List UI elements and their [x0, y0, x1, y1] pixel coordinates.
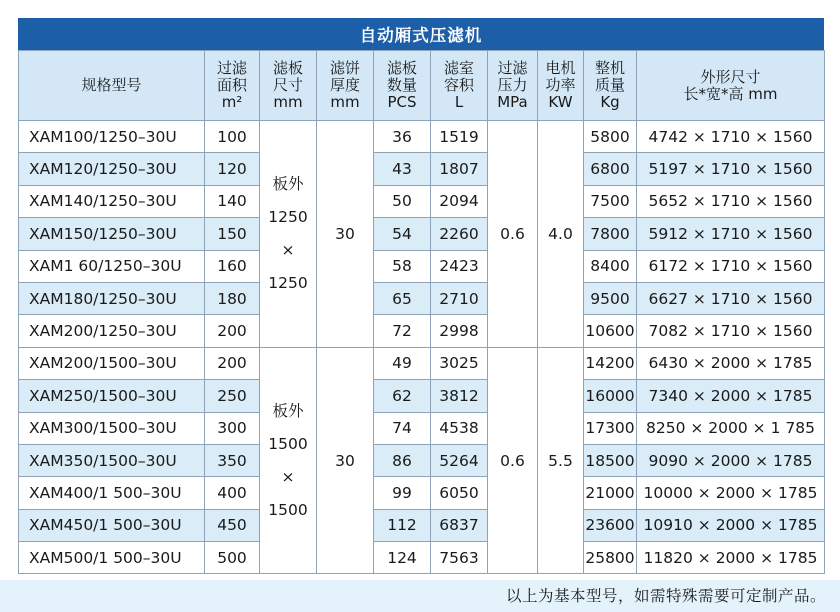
model-cell: XAM250/1500–30U	[19, 380, 205, 412]
header-motor-power: 电机 功率 KW	[538, 51, 584, 121]
area-cell: 450	[205, 509, 260, 541]
weight-cell: 17300	[584, 412, 637, 444]
model-cell: XAM300/1500–30U	[19, 412, 205, 444]
plate-count-cell: 58	[374, 250, 431, 282]
model-cell: XAM120/1250–30U	[19, 153, 205, 185]
model-cell: XAM1 60/1250–30U	[19, 250, 205, 282]
chamber-volume-cell: 1807	[431, 153, 488, 185]
plate-count-cell: 65	[374, 282, 431, 314]
header-pressure: 过滤 压力 MPa	[488, 51, 538, 121]
area-cell: 150	[205, 218, 260, 250]
weight-cell: 5800	[584, 121, 637, 153]
dimensions-cell: 6172 × 1710 × 1560	[637, 250, 825, 282]
chamber-volume-cell: 2998	[431, 315, 488, 347]
area-cell: 160	[205, 250, 260, 282]
area-cell: 250	[205, 380, 260, 412]
header-dimensions: 外形尺寸 长*宽*高 mm	[637, 51, 825, 121]
plate-count-cell: 112	[374, 509, 431, 541]
area-cell: 300	[205, 412, 260, 444]
dimensions-cell: 10000 × 2000 × 1785	[637, 477, 825, 509]
motor-power-cell: 4.0	[538, 121, 584, 348]
plate-count-cell: 43	[374, 153, 431, 185]
model-cell: XAM140/1250–30U	[19, 185, 205, 217]
area-cell: 400	[205, 477, 260, 509]
chamber-volume-cell: 7563	[431, 542, 488, 574]
weight-cell: 7500	[584, 185, 637, 217]
chamber-volume-cell: 3812	[431, 380, 488, 412]
dimensions-cell: 9090 × 2000 × 1785	[637, 444, 825, 476]
plate-count-cell: 54	[374, 218, 431, 250]
weight-cell: 14200	[584, 347, 637, 379]
area-cell: 100	[205, 121, 260, 153]
weight-cell: 7800	[584, 218, 637, 250]
chamber-volume-cell: 6837	[431, 509, 488, 541]
dimensions-cell: 5197 × 1710 × 1560	[637, 153, 825, 185]
chamber-volume-cell: 3025	[431, 347, 488, 379]
table-row	[19, 477, 825, 509]
chamber-volume-cell: 5264	[431, 444, 488, 476]
chamber-volume-cell: 6050	[431, 477, 488, 509]
plate-count-cell: 49	[374, 347, 431, 379]
area-cell: 200	[205, 315, 260, 347]
chamber-volume-cell: 2260	[431, 218, 488, 250]
plate-count-cell: 124	[374, 542, 431, 574]
table-row	[19, 121, 825, 153]
table-row	[19, 315, 825, 347]
plate-size-cell: 板外 1500 × 1500	[260, 347, 317, 574]
dimensions-cell: 6430 × 2000 × 1785	[637, 347, 825, 379]
model-cell: XAM180/1250–30U	[19, 282, 205, 314]
table-row	[19, 412, 825, 444]
model-cell: XAM100/1250–30U	[19, 121, 205, 153]
plate-count-cell: 72	[374, 315, 431, 347]
chamber-volume-cell: 1519	[431, 121, 488, 153]
table-title: 自动厢式压滤机	[18, 18, 824, 50]
dimensions-cell: 6627 × 1710 × 1560	[637, 282, 825, 314]
header-plate-count: 滤板 数量 PCS	[374, 51, 431, 121]
model-cell: XAM150/1250–30U	[19, 218, 205, 250]
weight-cell: 8400	[584, 250, 637, 282]
motor-power-cell: 5.5	[538, 347, 584, 574]
chamber-volume-cell: 4538	[431, 412, 488, 444]
table-row	[19, 347, 825, 379]
table-body	[19, 121, 825, 574]
cake-thickness-cell: 30	[317, 121, 374, 348]
area-cell: 120	[205, 153, 260, 185]
dimensions-cell: 8250 × 2000 × 1 785	[637, 412, 825, 444]
table-row	[19, 153, 825, 185]
model-cell: XAM400/1 500–30U	[19, 477, 205, 509]
plate-count-cell: 62	[374, 380, 431, 412]
table-row	[19, 185, 825, 217]
header-row	[19, 51, 825, 121]
weight-cell: 16000	[584, 380, 637, 412]
table-row	[19, 218, 825, 250]
model-cell: XAM350/1500–30U	[19, 444, 205, 476]
header-weight: 整机 质量 Kg	[584, 51, 637, 121]
plate-count-cell: 86	[374, 444, 431, 476]
weight-cell: 21000	[584, 477, 637, 509]
footer-note: 以上为基本型号，如需特殊需要可定制产品。	[505, 587, 826, 605]
area-cell: 140	[205, 185, 260, 217]
weight-cell: 25800	[584, 542, 637, 574]
weight-cell: 9500	[584, 282, 637, 314]
weight-cell: 18500	[584, 444, 637, 476]
header-plate-size: 滤板 尺寸 mm	[260, 51, 317, 121]
dimensions-cell: 4742 × 1710 × 1560	[637, 121, 825, 153]
dimensions-cell: 7082 × 1710 × 1560	[637, 315, 825, 347]
model-cell: XAM500/1 500–30U	[19, 542, 205, 574]
header-model: 规格型号	[19, 51, 205, 121]
table-row	[19, 444, 825, 476]
dimensions-cell: 11820 × 2000 × 1785	[637, 542, 825, 574]
dimensions-cell: 5652 × 1710 × 1560	[637, 185, 825, 217]
plate-count-cell: 50	[374, 185, 431, 217]
dimensions-cell: 10910 × 2000 × 1785	[637, 509, 825, 541]
weight-cell: 23600	[584, 509, 637, 541]
cake-thickness-cell: 30	[317, 347, 374, 574]
weight-cell: 10600	[584, 315, 637, 347]
dimensions-cell: 7340 × 2000 × 1785	[637, 380, 825, 412]
header-area: 过滤 面积 m²	[205, 51, 260, 121]
plate-count-cell: 99	[374, 477, 431, 509]
dimensions-cell: 5912 × 1710 × 1560	[637, 218, 825, 250]
header-chamber-volume: 滤室 容积 L	[431, 51, 488, 121]
model-cell: XAM450/1 500–30U	[19, 509, 205, 541]
model-cell: XAM200/1250–30U	[19, 315, 205, 347]
table-row	[19, 380, 825, 412]
spec-table	[18, 50, 825, 574]
area-cell: 350	[205, 444, 260, 476]
chamber-volume-cell: 2710	[431, 282, 488, 314]
table-row	[19, 250, 825, 282]
weight-cell: 6800	[584, 153, 637, 185]
area-cell: 200	[205, 347, 260, 379]
plate-size-cell: 板外 1250 × 1250	[260, 121, 317, 348]
pressure-cell: 0.6	[488, 121, 538, 348]
area-cell: 500	[205, 542, 260, 574]
table-row	[19, 542, 825, 574]
table-row	[19, 282, 825, 314]
plate-count-cell: 74	[374, 412, 431, 444]
model-cell: XAM200/1500–30U	[19, 347, 205, 379]
chamber-volume-cell: 2094	[431, 185, 488, 217]
area-cell: 180	[205, 282, 260, 314]
chamber-volume-cell: 2423	[431, 250, 488, 282]
plate-count-cell: 36	[374, 121, 431, 153]
pressure-cell: 0.6	[488, 347, 538, 574]
header-cake-thickness: 滤饼 厚度 mm	[317, 51, 374, 121]
table-row	[19, 509, 825, 541]
